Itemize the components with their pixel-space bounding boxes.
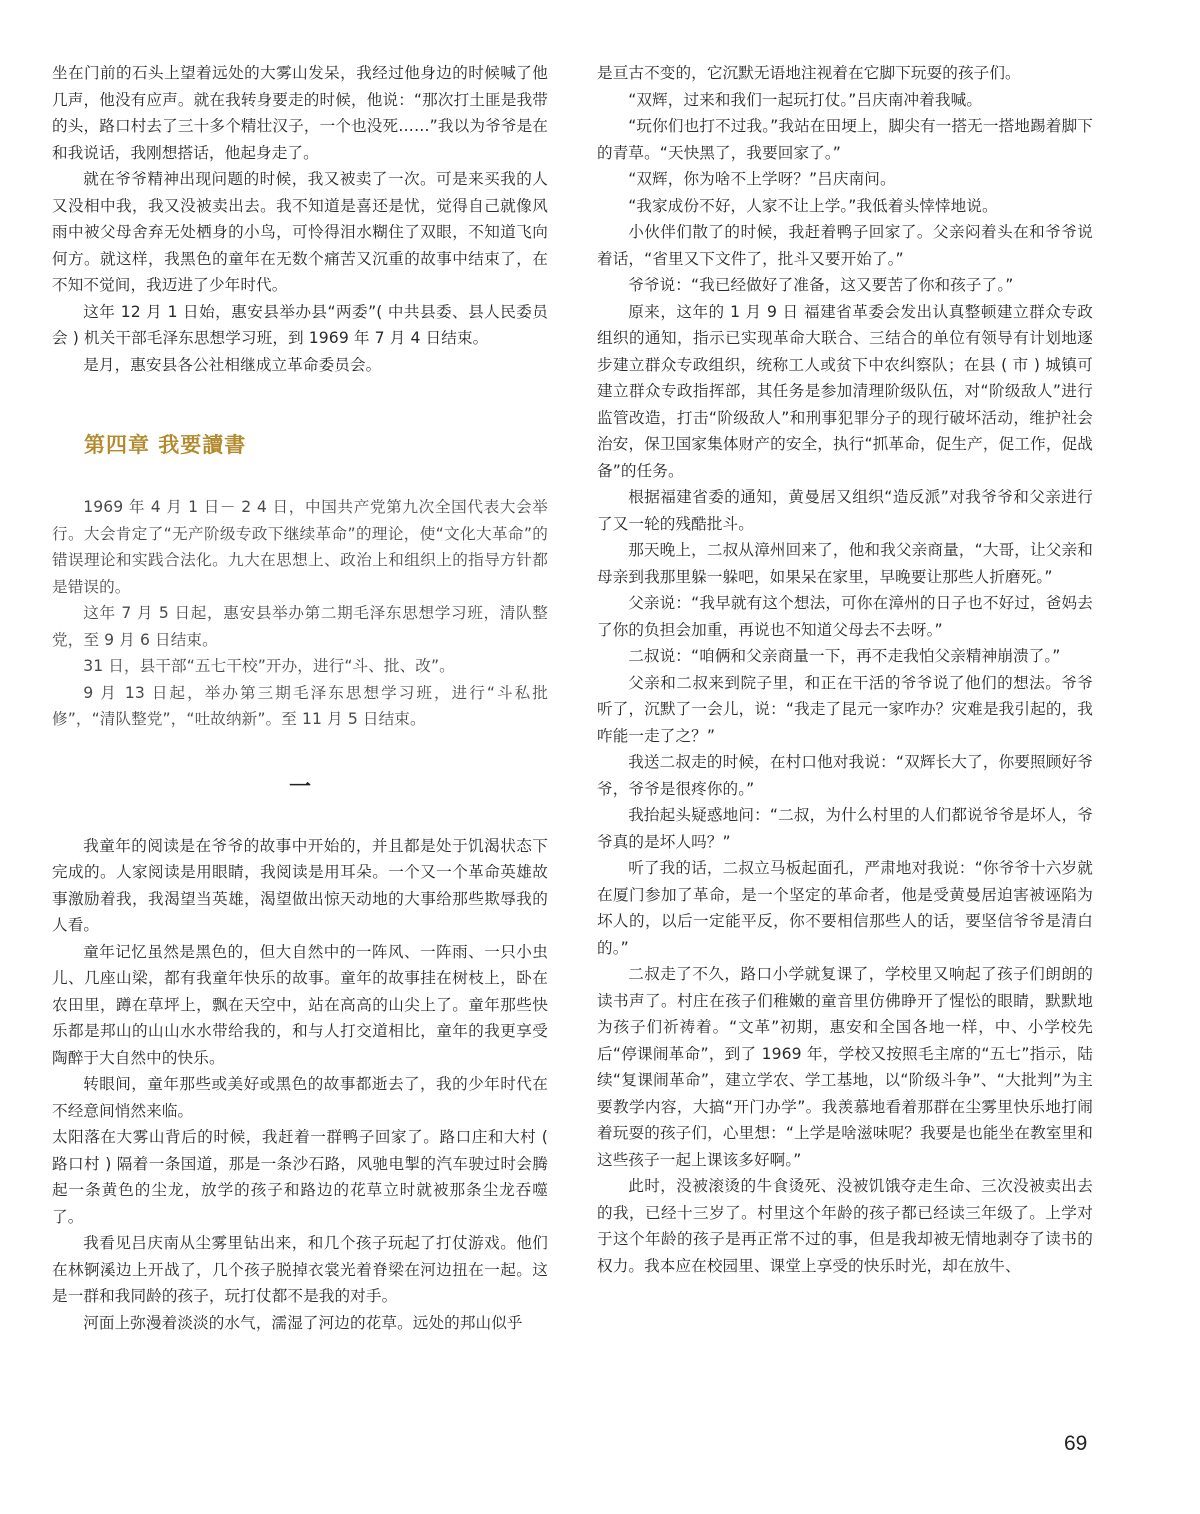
history-paragraph: 31 日，县干部“五七干校”开办，进行“斗、批、改”。: [83, 657, 455, 675]
chapter-spacer: [52, 460, 548, 494]
paragraph: 就在爷爷精神出现问题的时候，我又被卖了一次。可是来买我的人又没相中我，我又没被卖出去。我不知道是喜还是忧，觉得自己就像风雨中被父母舍弃无处栖身的小鸟，可怜得泪水糊住了双眼，不知道飞向何方。就这样，我黑色的童年在无数个痛苦又沉重的故事中结束了，在不知不觉间，我迈进了少年时代。: [52, 170, 548, 294]
paragraph: 我送二叔走的时候，在村口他对我说：“双辉长大了，你要照顾好爷爷，爷爷是很疼你的。”: [597, 753, 1093, 798]
paragraph: 根据福建省委的通知，黄曼居又组织“造反派”对我爷爷和父亲进行了又一轮的残酷批斗。: [597, 488, 1093, 533]
paragraph: 此时，没被滚烫的牛食烫死、没被饥饿夺走生命、三次没被卖出去的我，已经十三岁了。村里这个年龄的孩子都已经读三年级了。上学对于这个年龄的孩子是再正常不过的事，但是我却被无情地剥夺了读书的权力。我本应在校园里、课堂上享受的快乐时光，却在放牛、: [597, 1177, 1093, 1275]
paragraph: 这年 12 月 1 日始，惠安县举办县“两委”( 中共县委、县人民委员会 ) 机关干部毛泽东思想学习班，到 1969 年 7 月 4 日结束。: [52, 302, 548, 347]
paragraph: “双辉，过来和我们一起玩打仗。”吕庆南冲着我喊。: [628, 90, 983, 109]
paragraph: 父亲和二叔来到院子里，和正在干活的爷爷说了他们的想法。爷爷听了，沉默了一会儿，说：“我走了昆元一家咋办？灾难是我引起的，我咋能一走了之？”: [597, 673, 1093, 745]
paragraph: 童年记忆虽然是黑色的，但大自然中的一阵风、一阵雨、一只小虫儿、几座山梁，都有我童年快乐的故事。童年的故事挂在树枝上，卧在农田里，蹲在草坪上，飘在天空中，站在高高的山尖上了。童年那些快乐都是邦山的山山水水带给我的，和与人打交道相比，童年的我更享受陶醉于大自然中的快乐。: [52, 942, 548, 1067]
history-paragraph: 9 月 13 日起，举办第三期毛泽东思想学习班，进行“斗私批修”，“清队整党”，“吐故纳新”。至 11 月 5 日结束。: [52, 683, 548, 728]
section-number: 一: [288, 774, 311, 800]
paragraph: 我童年的阅读是在爷爷的故事中开始的，并且都是处于饥渴状态下完成的。人家阅读是用眼睛，我阅读是用耳朵。一个又一个革命英雄故事激励着我，我渴望当英雄，渴望做出惊天动地的大事给那些欺辱我的人看。: [52, 836, 548, 934]
paragraph: “双辉，你为啥不上学呀？”吕庆南问。: [628, 170, 896, 188]
paragraph: 爷爷说：“我已经做好了准备，这又要苦了你和孩子了。”: [628, 276, 1014, 294]
left-column: [52, 60, 548, 1336]
history-paragraph: 1969 年 4 月 1 日－ 2 4 日，中国共产党第九次全国代表大会举行。大会肯定了“无产阶级专政下继续革命”的理论，使“文化大革命”的错误理论和实践合法化。九大在思想上、政治上和组织上的指导方针都是错误的。: [52, 498, 548, 596]
paragraph: 听了我的话，二叔立马板起面孔，严肃地对我说：“你爷爷十六岁就在厦门参加了革命，是一个坚定的革命者，他是受黄曼居迫害被诬陷为坏人的，以后一定能平反，你不要相信那些人的话，要坚信爷爷是清白的。”: [597, 859, 1093, 957]
chapter-title: 第四章 我要讀書: [84, 433, 247, 457]
history-notes: [52, 494, 548, 733]
paragraph: “玩你们也打不过我。”我站在田埂上，脚尖有一搭无一搭地踢着脚下的青草。“天快黑了，我要回家了。”: [597, 117, 1093, 162]
page-number: 69: [1064, 1432, 1088, 1455]
paragraph: 小伙伴们散了的时候，我赶着鸭子回家了。父亲闷着头在和爷爷说着话，“省里又下文件了，批斗又要开始了。”: [597, 223, 1093, 268]
paragraph: 原来，这年的 1 月 9 日 福建省革委会发出认真整顿建立群众专政组织的通知，指示已实现革命大联合、三结合的单位有领导有计划地逐步建立群众专政组织，统称工人或贫下中农纠察队；在县 ( 市 ) 城镇可建立群众专政指挥部，其任务是参加清理阶级队伍，对“阶级敌人”进行监管改造，打击“阶级敌人”和刑事犯罪分子的现行破坏活动，维护社会治安，保卫国家集体财产的安全，执行“抓革命，促生产，促工作，促战备”的任务。: [597, 302, 1093, 480]
paragraph: 转眼间，童年那些或美好或黑色的故事都逝去了，我的少年时代在不经意间悄然来临。: [52, 1075, 548, 1120]
paragraph: 坐在门前的石头上望着远处的大雾山发呆，我经过他身边的时候喊了他几声，他没有应声。就在我转身要走的时候，他说：“那次打土匪是我带的头，路口村去了三十多个精壮汉子，一个也没死……”我以为爷爷是在和我说话，我刚想搭话，他起身走了。: [52, 64, 548, 162]
paragraph: 是亘古不变的，它沉默无语地注视着在它脚下玩耍的孩子们。: [597, 64, 1021, 82]
paragraph: 我看见吕庆南从尘雾里钻出来，和几个孩子玩起了打仗游戏。他们在林锕溪边上开战了，几个孩子脱掉衣裳光着脊梁在河边扭在一起。这是一群和我同龄的孩子，玩打仗都不是我的对手。: [52, 1234, 548, 1305]
paragraph: 我抬起头疑惑地问：“二叔，为什么村里的人们都说爷爷是坏人，爷爷真的是坏人吗？”: [597, 806, 1093, 851]
history-paragraph: 这年 7 月 5 日起，惠安县举办第二期毛泽东思想学习班，清队整党，至 9 月 6 日结束。: [52, 604, 548, 649]
paragraph: 太阳落在大雾山背后的时候，我赶着一群鸭子回家了。路口庄和大村 ( 路口村 ) 隔着一条国道，那是一条沙石路，风驰电掣的汽车驶过时会腾起一条黄色的尘龙，放学的孩子和路边的花草立时就被那条尘龙吞噬了。: [52, 1128, 548, 1226]
paragraph: “我家成份不好，人家不让上学。”我低着头悻悻地说。: [628, 196, 998, 215]
paragraph: 父亲说：“我早就有这个想法，可你在漳州的日子也不好过，爸妈去了你的负担会加重，再说也不知道父母去不去呀。”: [597, 594, 1093, 639]
paragraph: 是月，惠安县各公社相继成立革命委员会。: [83, 355, 382, 374]
right-column: [597, 60, 1093, 1279]
paragraph: 二叔说：“咱俩和父亲商量一下，再不走我怕父亲精神崩溃了。”: [628, 647, 1061, 665]
paragraph: 那天晚上，二叔从漳州回来了，他和我父亲商量，“大哥，让父亲和母亲到我那里躲一躲吧，如果呆在家里，早晚要让那些人折磨死。”: [597, 541, 1093, 586]
paragraph: 二叔走了不久，路口小学就复课了，学校里又响起了孩子们朗朗的读书声了。村庄在孩子们稚嫩的童音里仿佛睁开了惺忪的眼睛，默默地为孩子们祈祷着。“文革”初期，惠安和全国各地一样，中、小学校先后“停课闹革命”，到了 1969 年，学校又按照毛主席的“五七”指示，陆续“复课闹革命”，建立学农、学工基地，以“阶级斗争”、“大批判”为主要教学内容，大搞“开门办学”。我羡慕地看着那群在尘雾里快乐地打闹着玩耍的孩子们，心里想：“上学是啥滋味呢？我要是也能坐在教室里和这些孩子一起上课该多好啊。”: [597, 965, 1093, 1169]
paragraph: 河面上弥漫着淡淡的水气，濡湿了河边的花草。远处的邦山似乎: [83, 1313, 523, 1332]
